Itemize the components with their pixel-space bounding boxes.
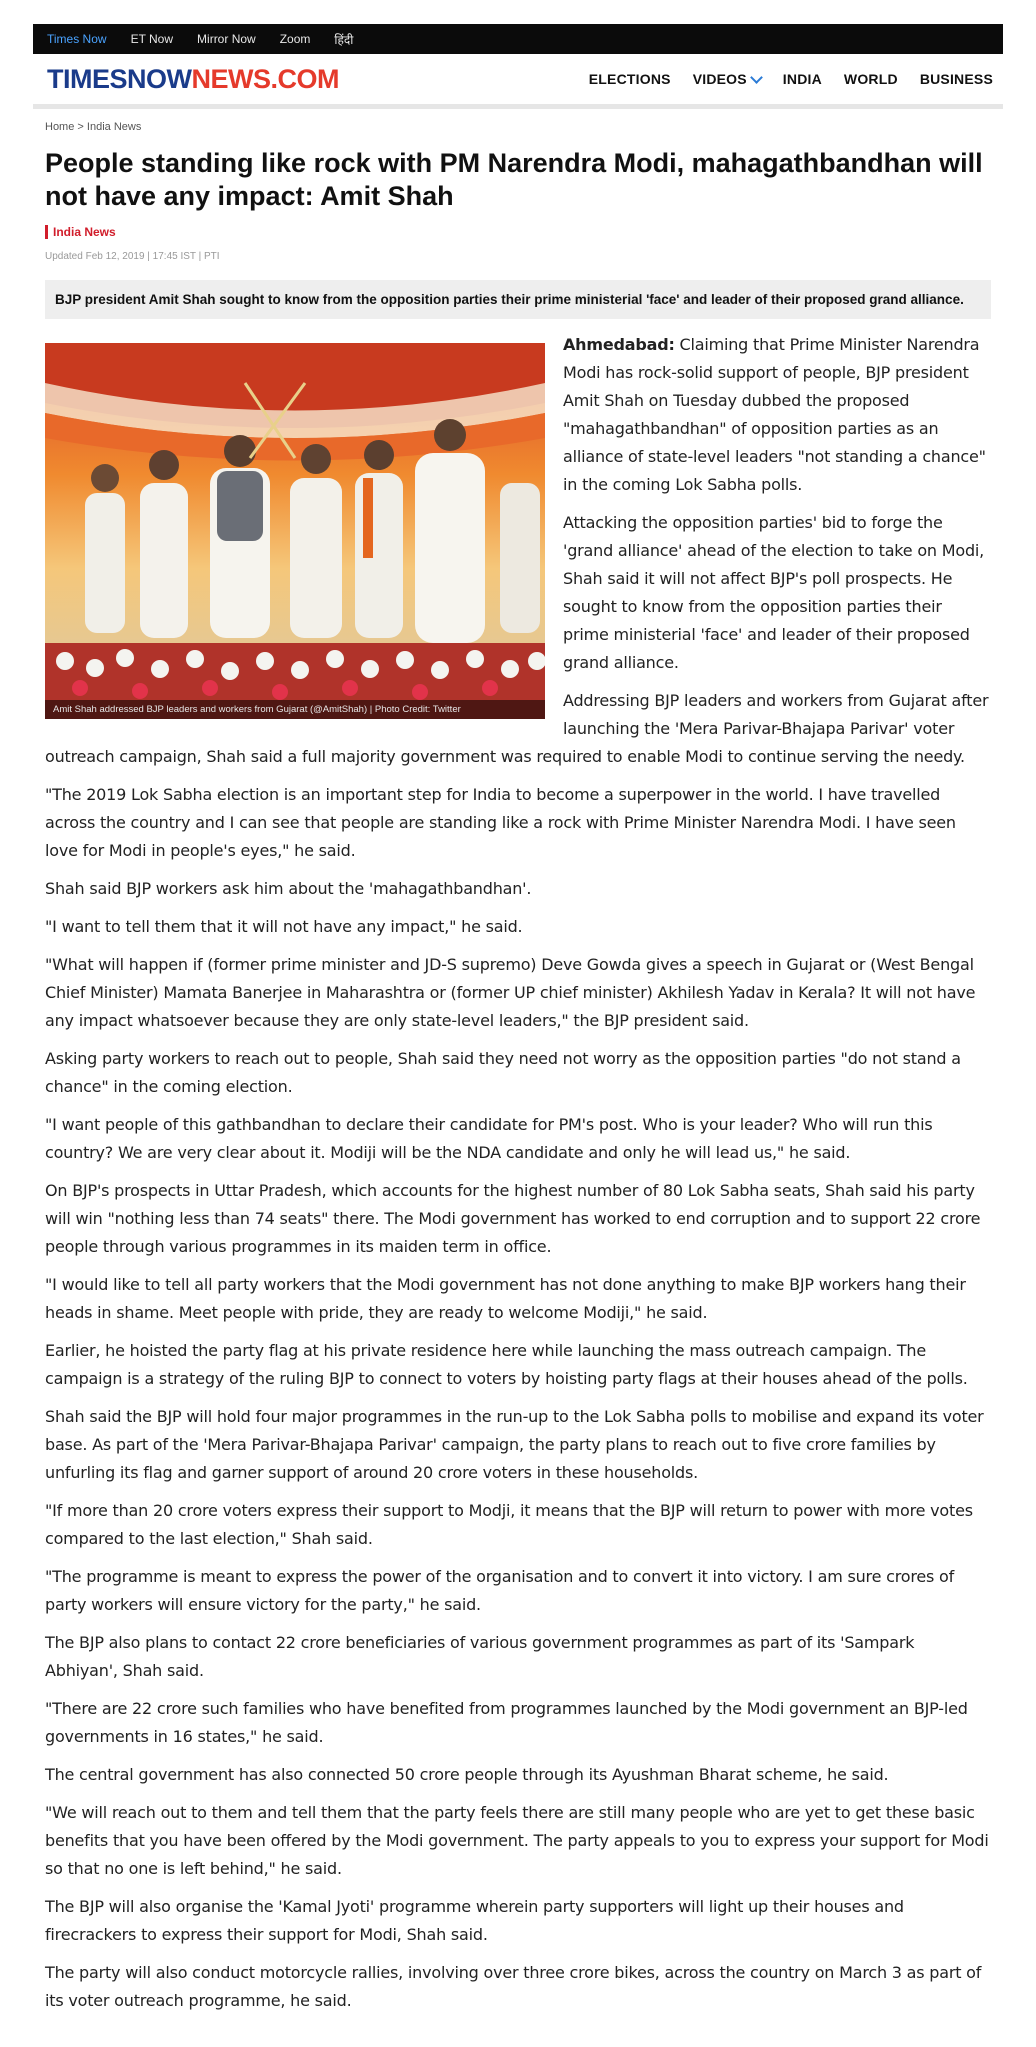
- topbar-link-hindi[interactable]: हिंदी: [334, 32, 354, 47]
- article-paragraph-13: Shah said the BJP will hold four major programmes in the run-up to the Lok Sabha polls to mobilise and expand its voter base. As part of the 'Mera Parivar-Bhajapa Parivar' campaign, the party plans to reach out to five crore families by unfurling its flag and garner support of around 20 crore voters in these households.: [45, 1407, 984, 1482]
- site-logo[interactable]: [47, 64, 339, 95]
- topbar-link-mirror-now[interactable]: Mirror Now: [197, 32, 256, 46]
- article-paragraph-10: On BJP's prospects in Uttar Pradesh, which accounts for the highest number of 80 Lok Sabha seats, Shah said his party will win "nothing less than 74 seats" there. The Modi government has worked to end corruption and to support 22 crore people through various programmes in its maiden term in office.: [45, 1181, 981, 1256]
- nav-elections[interactable]: ELECTIONS: [588, 71, 671, 87]
- article-paragraph-14: "If more than 20 crore voters express their support to Modji, it means that the BJP will return to power with more votes compared to the last election," Shah said.: [45, 1501, 973, 1548]
- article-paragraph-16: The BJP also plans to contact 22 crore beneficiaries of various government programmes as part of its 'Sampark Abhiyan', Shah said.: [45, 1633, 915, 1680]
- article-paragraph-7: "What will happen if (former prime minister and JD-S supremo) Deve Gowda gives a speech in Gujarat or (West Bengal Chief Minister) Mamata Banerjee in Maharashtra or (former UP chief minister) Akhilesh Yadav in Kerala? It will not have any impact whatsoever because they are only state-level leaders," the BJP president said.: [45, 955, 976, 1030]
- article-meta: Updated Feb 12, 2019 | 17:45 IST | PTI: [45, 251, 220, 262]
- logo-text-part2: NEWS.COM: [191, 63, 339, 94]
- article-paragraph-17: "There are 22 crore such families who have benefited from programmes launched by the Modi government an BJP-led governments in 16 states," he said.: [45, 1699, 968, 1746]
- article-paragraph-11: "I would like to tell all party workers that the Modi government has not done anything to make BJP workers hang their heads in shame. Meet people with pride, they are ready to welcome Modiji," he said.: [45, 1275, 966, 1322]
- breadcrumb-separator: >: [77, 121, 84, 133]
- breadcrumb: [45, 121, 991, 133]
- nav-videos[interactable]: [693, 71, 761, 87]
- breadcrumb-section[interactable]: India News: [86, 121, 142, 133]
- article-paragraph-4: "The 2019 Lok Sabha election is an important step for India to become a superpower in the world. I have travelled across the country and I can see that people are standing like a rock with Prime Minister Narendra Modi. I have seen love for Modi in people's eyes," he said.: [45, 785, 956, 860]
- nav-videos-label: VIDEOS: [692, 71, 747, 87]
- article-image: [45, 343, 545, 719]
- article-paragraph-5: Shah said BJP workers ask him about the 'mahagathbandhan'.: [45, 879, 532, 898]
- network-bar: [33, 24, 1003, 54]
- article-dateline: Ahmedabad:: [563, 335, 675, 354]
- site-header: [33, 54, 1003, 109]
- article-body: [45, 319, 991, 2015]
- logo-text-part1: TIMESNOW: [47, 63, 192, 94]
- article-paragraph-9: "I want people of this gathbandhan to declare their candidate for PM's post. Who is your leader? Who will run this country? We are very clear about it. Modiji will be the NDA candidate and only he will lead us," he said.: [45, 1115, 933, 1162]
- article-paragraph-2: Attacking the opposition parties' bid to forge the 'grand alliance' ahead of the election to take on Modi, Shah said it will not affect BJP's poll prospects. He sought to know from the opposition parties their prime ministerial 'face' and leader of their proposed grand alliance.: [563, 513, 985, 672]
- article-title: People standing like rock with PM Narendra Modi, mahagathbandhan will not have any impact: Amit Shah: [45, 148, 983, 211]
- nav-india[interactable]: INDIA: [782, 71, 822, 87]
- article-paragraph-1-text: Claiming that Prime Minister Narendra Modi has rock-solid support of people, BJP president Amit Shah on Tuesday dubbed the proposed "mahagathbandhan" of opposition parties as an alliance of state-level leaders "not standing a chance" in the coming Lok Sabha polls.: [563, 335, 986, 494]
- topbar-link-zoom[interactable]: Zoom: [279, 32, 311, 46]
- article-paragraph-8: Asking party workers to reach out to people, Shah said they need not worry as the opposition parties "do not stand a chance" in the coming election.: [45, 1049, 961, 1096]
- article-paragraph-18: The central government has also connected 50 crore people through its Ayushman Bharat scheme, he said.: [45, 1765, 889, 1784]
- article-paragraph-3: Addressing BJP leaders and workers from Gujarat after launching the 'Mera Parivar-Bhajapa Parivar' voter outreach campaign, Shah said a full majority government was required to enable Modi to continue serving the needy.: [45, 691, 989, 766]
- topbar-link-times-now[interactable]: Times Now: [47, 32, 107, 46]
- topbar-link-et-now[interactable]: ET Now: [130, 32, 174, 46]
- article-paragraph-20: The BJP will also organise the 'Kamal Jyoti' programme wherein party supporters will light up their houses and firecrackers to express their support for Modi, Shah said.: [45, 1897, 904, 1944]
- breadcrumb-home[interactable]: Home: [45, 121, 75, 133]
- nav-world[interactable]: WORLD: [843, 71, 898, 87]
- article-paragraph-21: The party will also conduct motorcycle rallies, involving over three crore bikes, across the country on March 3 as part of its voter outreach programme, he said.: [45, 1963, 982, 2010]
- article-paragraph-15: "The programme is meant to express the power of the organisation and to convert it into victory. I am sure crores of party workers will ensure victory for the party," he said.: [45, 1567, 955, 1614]
- article-paragraph-19: "We will reach out to them and tell them that the party feels there are still many people who are yet to get these basic benefits that you have been offered by the Modi government. The party appeals to you to express your support for Modi so that no one is left behind," he said.: [45, 1803, 989, 1878]
- article-category[interactable]: India News: [45, 225, 991, 239]
- image-caption: Amit Shah addressed BJP leaders and workers from Gujarat (@AmitShah) | Photo Credit: Twitter: [45, 700, 545, 719]
- article-paragraph-12: Earlier, he hoisted the party flag at his private residence here while launching the mass outreach campaign. The campaign is a strategy of the ruling BJP to connect to voters by hoisting party flags at their houses ahead of the polls.: [45, 1341, 968, 1388]
- chevron-down-icon: [750, 71, 763, 84]
- article-summary: BJP president Amit Shah sought to know from the opposition parties their prime ministerial 'face' and leader of their proposed grand alliance.: [45, 280, 991, 319]
- main-nav: [589, 71, 993, 87]
- article-paragraph-6: "I want to tell them that it will not have any impact," he said.: [45, 917, 523, 936]
- rally-photo-illustration: [45, 343, 545, 719]
- nav-business[interactable]: BUSINESS: [919, 71, 993, 87]
